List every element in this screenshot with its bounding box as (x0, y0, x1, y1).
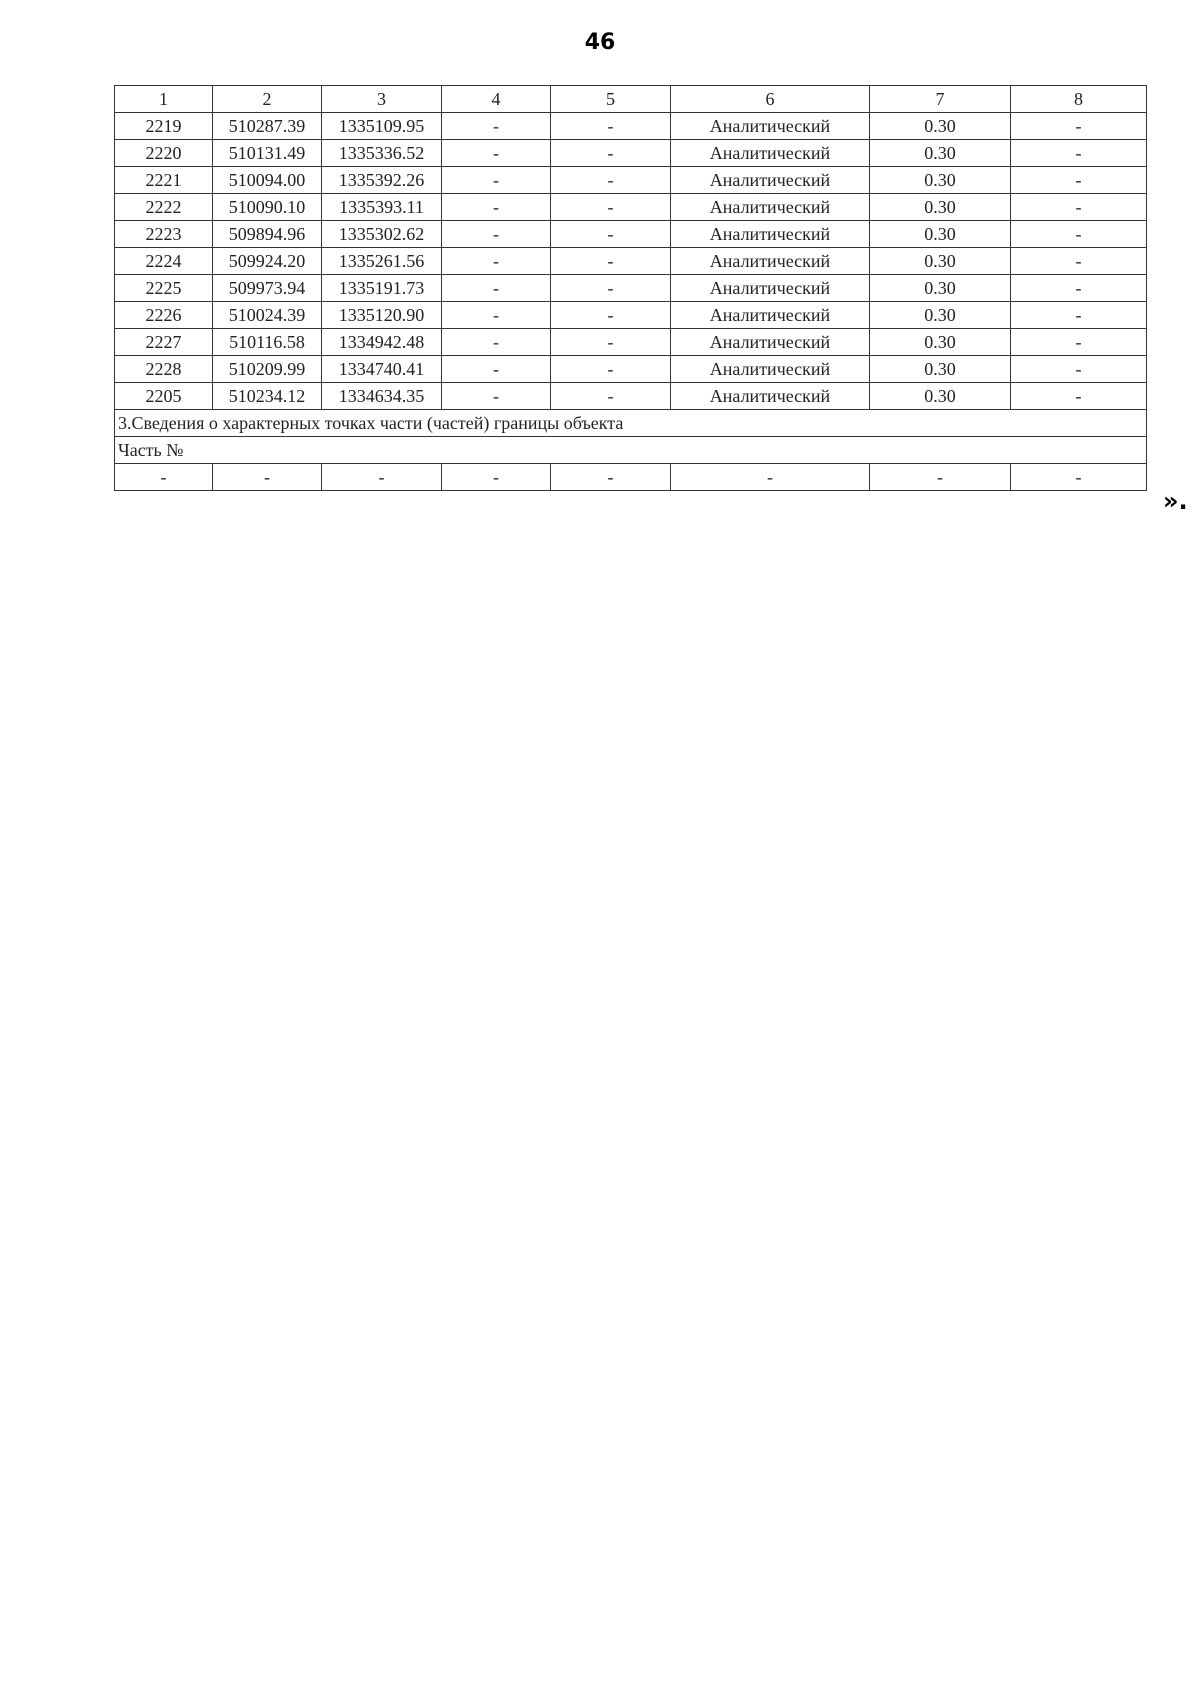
x-coordinate-cell: 509894.96 (213, 221, 322, 248)
accuracy-cell: 0.30 (870, 140, 1011, 167)
accuracy-cell: 0.30 (870, 383, 1011, 410)
accuracy-cell: 0.30 (870, 113, 1011, 140)
method-cell: Аналитический (671, 194, 870, 221)
closing-quote-mark: ». (1163, 487, 1188, 515)
header-row (115, 86, 1147, 113)
x-coordinate-cell: 510024.39 (213, 302, 322, 329)
x-coordinate-cell: 510209.99 (213, 356, 322, 383)
table-row (115, 356, 1147, 383)
method-cell: Аналитический (671, 275, 870, 302)
x-coordinate-cell: 510287.39 (213, 113, 322, 140)
accuracy-cell: 0.30 (870, 329, 1011, 356)
table-cell: - (870, 464, 1011, 491)
x-coordinate-cell: 509924.20 (213, 248, 322, 275)
header-cell: 3 (322, 86, 442, 113)
point-number-cell: 2219 (115, 113, 213, 140)
part-label: Часть № (115, 437, 1147, 464)
method-cell: Аналитический (671, 302, 870, 329)
table-cell: - (442, 167, 551, 194)
table-cell: - (551, 302, 671, 329)
table-cell: - (1011, 329, 1147, 356)
section-title-row (115, 410, 1147, 437)
table-cell: - (442, 140, 551, 167)
table-row (115, 302, 1147, 329)
accuracy-cell: 0.30 (870, 221, 1011, 248)
point-number-cell: 2223 (115, 221, 213, 248)
header-cell: 6 (671, 86, 870, 113)
method-cell: Аналитический (671, 113, 870, 140)
point-number-cell: 2220 (115, 140, 213, 167)
accuracy-cell: 0.30 (870, 167, 1011, 194)
method-cell: Аналитический (671, 221, 870, 248)
y-coordinate-cell: 1335191.73 (322, 275, 442, 302)
table-cell: - (442, 194, 551, 221)
accuracy-cell: 0.30 (870, 248, 1011, 275)
table-cell: - (322, 464, 442, 491)
point-number-cell: 2221 (115, 167, 213, 194)
table-cell: - (1011, 248, 1147, 275)
section-title: 3.Сведения о характерных точках части (частей) границы объекта (115, 410, 1147, 437)
header-cell: 2 (213, 86, 322, 113)
table-cell: - (1011, 302, 1147, 329)
x-coordinate-cell: 510090.10 (213, 194, 322, 221)
table-cell: - (551, 140, 671, 167)
table-cell: - (551, 248, 671, 275)
table-cell: - (442, 275, 551, 302)
table-row (115, 275, 1147, 302)
y-coordinate-cell: 1335392.26 (322, 167, 442, 194)
point-number-cell: 2228 (115, 356, 213, 383)
table-row (115, 221, 1147, 248)
x-coordinate-cell: 510094.00 (213, 167, 322, 194)
table-cell: - (1011, 464, 1147, 491)
method-cell: Аналитический (671, 140, 870, 167)
accuracy-cell: 0.30 (870, 302, 1011, 329)
method-cell: Аналитический (671, 356, 870, 383)
table-row (115, 194, 1147, 221)
table-cell: - (442, 356, 551, 383)
y-coordinate-cell: 1335393.11 (322, 194, 442, 221)
table-cell: - (442, 329, 551, 356)
header-cell: 8 (1011, 86, 1147, 113)
table-cell: - (1011, 140, 1147, 167)
table-cell: - (671, 464, 870, 491)
table-cell: - (551, 275, 671, 302)
empty-row (115, 464, 1147, 491)
table-cell: - (1011, 113, 1147, 140)
y-coordinate-cell: 1335109.95 (322, 113, 442, 140)
table-cell: - (442, 464, 551, 491)
accuracy-cell: 0.30 (870, 194, 1011, 221)
table-row (115, 140, 1147, 167)
part-label-row (115, 437, 1147, 464)
table-cell: - (1011, 167, 1147, 194)
header-cell: 4 (442, 86, 551, 113)
table-cell: - (442, 302, 551, 329)
y-coordinate-cell: 1335302.62 (322, 221, 442, 248)
table-cell: - (1011, 194, 1147, 221)
table-row (115, 167, 1147, 194)
x-coordinate-cell: 510234.12 (213, 383, 322, 410)
table-cell: - (1011, 275, 1147, 302)
table-cell: - (551, 356, 671, 383)
table-row (115, 248, 1147, 275)
table-cell: - (115, 464, 213, 491)
x-coordinate-cell: 510131.49 (213, 140, 322, 167)
method-cell: Аналитический (671, 167, 870, 194)
table-cell: - (551, 194, 671, 221)
table-cell: - (551, 383, 671, 410)
method-cell: Аналитический (671, 383, 870, 410)
point-number-cell: 2227 (115, 329, 213, 356)
accuracy-cell: 0.30 (870, 275, 1011, 302)
y-coordinate-cell: 1334740.41 (322, 356, 442, 383)
accuracy-cell: 0.30 (870, 356, 1011, 383)
header-cell: 7 (870, 86, 1011, 113)
table-row (115, 113, 1147, 140)
x-coordinate-cell: 509973.94 (213, 275, 322, 302)
header-cell: 1 (115, 86, 213, 113)
table-cell: - (442, 383, 551, 410)
table-cell: - (551, 464, 671, 491)
table-row (115, 329, 1147, 356)
point-number-cell: 2224 (115, 248, 213, 275)
method-cell: Аналитический (671, 329, 870, 356)
y-coordinate-cell: 1335120.90 (322, 302, 442, 329)
y-coordinate-cell: 1334634.35 (322, 383, 442, 410)
y-coordinate-cell: 1335261.56 (322, 248, 442, 275)
table-cell: - (1011, 356, 1147, 383)
table-cell: - (551, 221, 671, 248)
table-row (115, 383, 1147, 410)
point-number-cell: 2222 (115, 194, 213, 221)
coordinates-table (114, 85, 1147, 491)
y-coordinate-cell: 1334942.48 (322, 329, 442, 356)
x-coordinate-cell: 510116.58 (213, 329, 322, 356)
page-number: 46 (584, 30, 616, 55)
table-cell: - (1011, 383, 1147, 410)
table-cell: - (442, 113, 551, 140)
point-number-cell: 2226 (115, 302, 213, 329)
table-cell: - (551, 167, 671, 194)
method-cell: Аналитический (671, 248, 870, 275)
y-coordinate-cell: 1335336.52 (322, 140, 442, 167)
point-number-cell: 2205 (115, 383, 213, 410)
point-number-cell: 2225 (115, 275, 213, 302)
table-cell: - (551, 113, 671, 140)
table-cell: - (442, 221, 551, 248)
table-cell: - (551, 329, 671, 356)
table-cell: - (213, 464, 322, 491)
table-cell: - (442, 248, 551, 275)
header-cell: 5 (551, 86, 671, 113)
table-cell: - (1011, 221, 1147, 248)
